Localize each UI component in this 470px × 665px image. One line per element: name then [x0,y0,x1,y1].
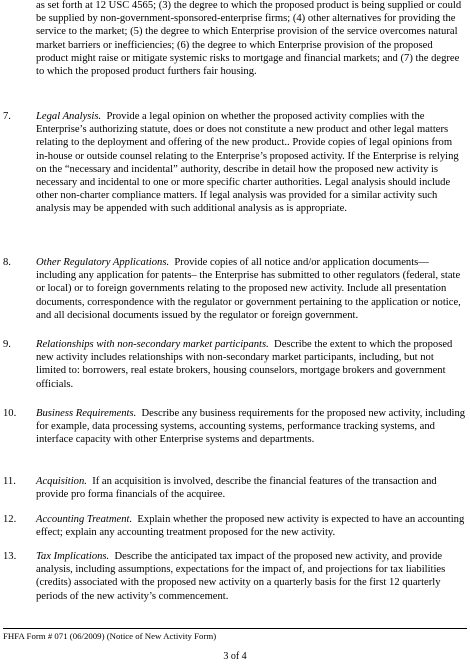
item-title: Tax Implications. [36,551,110,562]
item-title: Relationships with non-secondary market participants. [36,339,269,350]
item-title: Accounting Treatment. [36,514,133,525]
item-number: 9. [3,339,11,350]
item-text: Provide copies of all notice and/or application documents— including any application for patents– the Enterprise has submitted to other regulators (federal, state or local) or to foreign governments relating to the proposed new activity. Include all presentation documents, correspondence with the regulator or government pertaining to the application or notice, and all decisional documents issued by the regulator or foreign government. [36,257,461,321]
item-title: Acquisition. [36,476,87,487]
item-title: Business Requirements. [36,408,137,419]
item-number: 13. [3,551,17,562]
footer-form-id: FHFA Form # 071 (06/2009) (Notice of New Activity Form) [3,631,217,641]
page-number: 3 of 4 [223,651,247,662]
item-text: If an acquisition is involved, describe the financial features of the transaction and provide pro forma financials of the acquiree. [36,476,437,501]
item-text: Provide a legal opinion on whether the proposed activity complies with the Enterprise’s authorizing statute, does or does not constitute a new product and other legal matters relating to the deployment and offering of the new product.. Provide copies of legal opinions from in-house or outside counsel relating to the Enterprise’s proposed activity. If the Enterprise is relying on the “necessary and incidental” authority, describe in detail how the proposed new activity is necessary and incidental to one or more specific charter authorities. Legal analysis should include other non-charter compliance matters. If legal analysis was provided for a similar activity such analysis may be appended with such additional analysis as is appropriate. [36,111,459,215]
item-body [36,550,466,603]
item-number: 7. [3,111,11,122]
item-title: Legal Analysis. [36,111,102,122]
item-number: 10. [3,408,17,419]
item-number: 12. [3,514,17,525]
item-body [36,110,466,216]
footer-divider [3,628,467,629]
item-body [36,513,466,539]
item-body [36,338,466,391]
item-text: Describe any business requirements for the proposed new activity, including for example, data processing systems, accounting systems, performance tracking systems, and interface capacity with other Enterprise systems and departments. [36,408,466,446]
item-body [36,407,466,447]
intro-paragraph: as set forth at 12 USC 4565; (3) the degree to which the proposed product is being supplied or could be supplied by non-government-sponsored-enterprise firms; (4) other alternatives for providing the service to the market; (5) the degree to which Enterprise provision of the service overcomes natural market barriers or inefficiencies; (6) the degree to which Enterprise provision of the proposed product might raise or mitigate systemic risks to mortgage and financial markets; and (7) the degree to which the proposed product furthers fair housing. [36,0,462,78]
item-text: Explain whether the proposed new activity is expected to have an accounting effect; explain any accounting treatment proposed for the new activity. [36,514,465,539]
item-title: Other Regulatory Applications. [36,257,170,268]
item-number: 8. [3,257,11,268]
item-body [36,256,466,322]
item-body [36,475,466,501]
item-text: Describe the extent to which the proposed new activity includes relationships with non-secondary market participants, including, but not limited to: borrowers, real estate brokers, housing counselors, mortgage brokers and government officials. [36,339,453,390]
item-text: Describe the anticipated tax impact of the proposed new activity, and provide analysis, including assumptions, expectations for the impact of, and projections for tax liabilities (credits) associated with the proposed new activity on a quarterly basis for the first 12 quarterly periods of the new activity’s commencement. [36,551,446,602]
item-number: 11. [3,476,16,487]
